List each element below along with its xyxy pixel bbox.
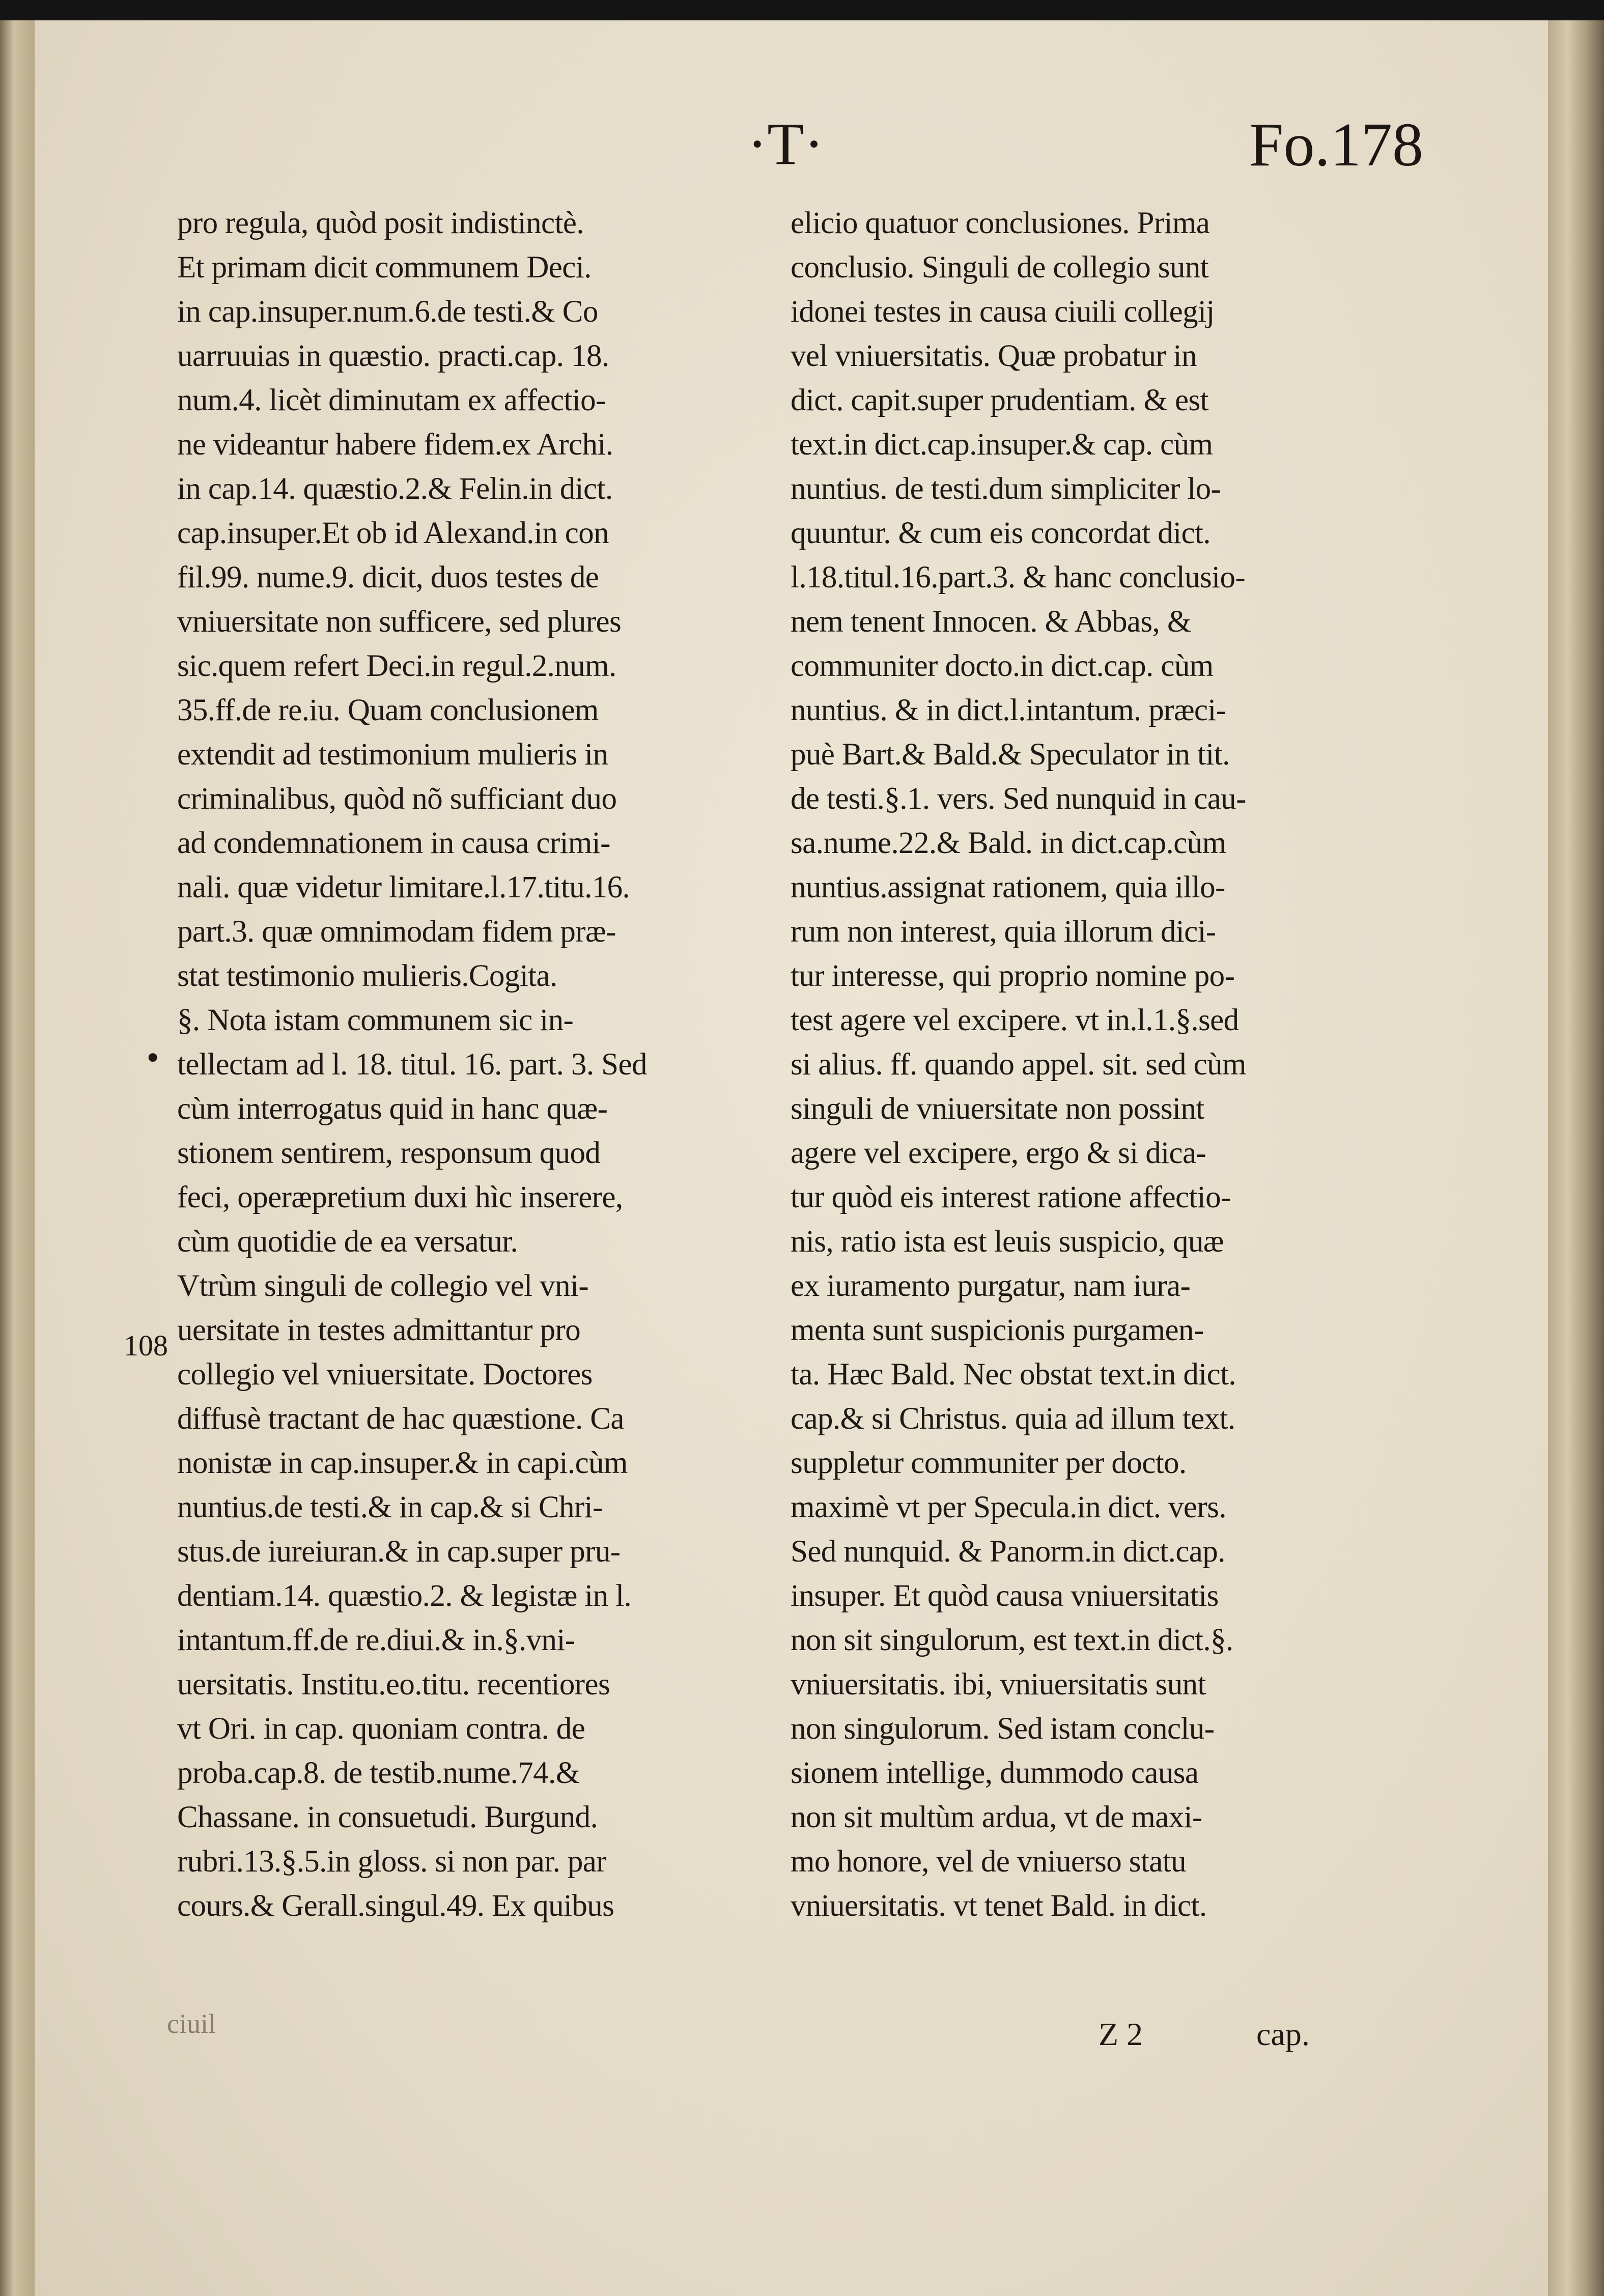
- text-line: ta. Hæc Bald. Nec obstat text.in dict.: [791, 1357, 1236, 1392]
- text-line: elicio quatuor conclusiones. Prima: [791, 206, 1210, 240]
- text-line: dict. capit.super prudentiam. & est: [791, 383, 1208, 417]
- text-line: in cap.insuper.num.6.de testi.& Co: [177, 295, 598, 329]
- book-page: [35, 20, 1548, 2296]
- text-line: test agere vel excipere. vt in.l.1.§.sed: [791, 1003, 1239, 1037]
- text-line: stat testimonio mulieris.Cogita.: [177, 959, 557, 993]
- text-line: menta sunt suspicionis purgamen-: [791, 1313, 1204, 1347]
- gathering-signature: ·T·: [747, 110, 824, 177]
- text-line: tellectam ad l. 18. titul. 16. part. 3. Sed: [177, 1047, 647, 1082]
- text-line: cap.& si Christus. quia ad illum text.: [791, 1402, 1235, 1436]
- text-line: Vtrùm singuli de collegio vel vni-: [177, 1269, 589, 1303]
- text-line: cùm interrogatus quid in hanc quæ-: [177, 1092, 608, 1126]
- text-line: Sed nunquid. & Panorm.in dict.cap.: [791, 1535, 1225, 1569]
- text-line: cours.& Gerall.singul.49. Ex quibus: [177, 1889, 614, 1923]
- text-line: vel vniuersitatis. Quæ probatur in: [791, 339, 1197, 373]
- folio-number: Fo.178: [1249, 110, 1423, 179]
- text-line: puè Bart.& Bald.& Speculator in tit.: [791, 738, 1230, 772]
- left-column: [177, 201, 750, 1928]
- text-line: rubri.13.§.5.in gloss. si non par. par: [177, 1845, 606, 1879]
- text-line: cap.insuper.Et ob id Alexand.in con: [177, 516, 609, 550]
- text-line: nem tenent Innocen. & Abbas, &: [791, 605, 1191, 639]
- text-line: singuli de vniuersitate non possint: [791, 1092, 1204, 1126]
- text-line: idonei testes in causa ciuili collegij: [791, 295, 1215, 329]
- text-line: vniuersitatis. ibi, vniuersitatis sunt: [791, 1667, 1206, 1702]
- text-line: stus.de iureiuran.& in cap.super pru-: [177, 1535, 621, 1569]
- text-line: sa.nume.22.& Bald. in dict.cap.cùm: [791, 826, 1226, 860]
- text-line: nuntius.de testi.& in cap.& si Chri-: [177, 1490, 603, 1524]
- text-line: diffusè tractant de hac quæstione. Ca: [177, 1402, 624, 1436]
- text-line: tur quòd eis interest ratione affectio-: [791, 1180, 1231, 1214]
- text-line: mo honore, vel de vniuerso statu: [791, 1845, 1187, 1879]
- text-line: nuntius.assignat rationem, quia illo-: [791, 870, 1225, 904]
- text-line: non sit multùm ardua, vt de maxi-: [791, 1800, 1202, 1834]
- text-line: sionem intellige, dummodo causa: [791, 1756, 1199, 1790]
- text-line: maximè vt per Specula.in dict. vers.: [791, 1490, 1226, 1524]
- right-column: [791, 201, 1361, 1928]
- text-line: vniuersitate non sufficere, sed plures: [177, 605, 622, 639]
- page-fore-edge: [1548, 20, 1604, 2296]
- text-line: nis, ratio ista est leuis suspicio, quæ: [791, 1225, 1224, 1259]
- text-line: num.4. licèt diminutam ex affectio-: [177, 383, 606, 417]
- text-line: tur interesse, qui proprio nomine po-: [791, 959, 1235, 993]
- signature-mark: Z 2: [1099, 2016, 1143, 2052]
- text-line: text.in dict.cap.insuper.& cap. cùm: [791, 428, 1213, 462]
- text-line: uersitate in testes admittantur pro: [177, 1313, 581, 1347]
- text-line: agere vel excipere, ergo & si dica-: [791, 1136, 1206, 1170]
- text-line: ex iuramento purgatur, nam iura-: [791, 1269, 1191, 1303]
- text-line: nonistæ in cap.insuper.& in capi.cùm: [177, 1446, 628, 1480]
- text-line: cùm quotidie de ea versatur.: [177, 1225, 518, 1259]
- text-line: intantum.ff.de re.diui.& in.§.vni-: [177, 1623, 575, 1657]
- page-header: [35, 109, 1548, 196]
- text-line: §. Nota istam communem sic in-: [177, 1003, 574, 1037]
- text-line: vniuersitatis. vt tenet Bald. in dict.: [791, 1889, 1207, 1923]
- text-line: nuntius. de testi.dum simpliciter lo-: [791, 472, 1221, 506]
- text-line: extendit ad testimonium mulieris in: [177, 738, 608, 772]
- text-line: communiter docto.in dict.cap. cùm: [791, 649, 1214, 683]
- text-line: suppletur communiter per docto.: [791, 1446, 1187, 1480]
- text-line: l.18.titul.16.part.3. & hanc conclusio-: [791, 560, 1246, 594]
- bleed-through-text: ciuil: [167, 2008, 216, 2039]
- text-line: nuntius. & in dict.l.intantum. præci-: [791, 693, 1226, 727]
- text-line: conclusio. Singuli de collegio sunt: [791, 250, 1209, 285]
- text-line: feci, operæpretium duxi hìc inserere,: [177, 1180, 623, 1214]
- text-line: non sit singulorum, est text.in dict.§.: [791, 1623, 1233, 1657]
- text-line: si alius. ff. quando appel. sit. sed cùm: [791, 1047, 1246, 1082]
- text-line: uarruuias in quæstio. practi.cap. 18.: [177, 339, 609, 373]
- text-line: rum non interest, quia illorum dici-: [791, 915, 1216, 949]
- catchword: cap.: [1256, 2016, 1310, 2052]
- text-line: stionem sentirem, responsum quod: [177, 1136, 601, 1170]
- binding-spine: [0, 20, 35, 2296]
- text-line: pro regula, quòd posit indistinctè.: [177, 206, 584, 240]
- text-line: uersitatis. Institu.eo.titu. recentiores: [177, 1667, 610, 1702]
- margin-number: 108: [124, 1329, 168, 1362]
- text-line: in cap.14. quæstio.2.& Felin.in dict.: [177, 472, 613, 506]
- text-line: fil.99. nume.9. dicit, duos testes de: [177, 560, 599, 594]
- text-line: 35.ff.de re.iu. Quam conclusionem: [177, 693, 599, 727]
- text-line: dentiam.14. quæstio.2. & legistæ in l.: [177, 1579, 632, 1613]
- text-line: proba.cap.8. de testib.nume.74.&: [177, 1756, 580, 1790]
- text-line: vt Ori. in cap. quoniam contra. de: [177, 1712, 585, 1746]
- text-line: insuper. Et quòd causa vniuersitatis: [791, 1579, 1219, 1613]
- text-line: de testi.§.1. vers. Sed nunquid in cau-: [791, 782, 1246, 816]
- text-line: sic.quem refert Deci.in regul.2.num.: [177, 649, 616, 683]
- text-line: ne videantur habere fidem.ex Archi.: [177, 428, 613, 462]
- text-line: quuntur. & cum eis concordat dict.: [791, 516, 1211, 550]
- bullet-mark: •: [144, 1041, 162, 1075]
- text-line: ad condemnationem in causa crimi-: [177, 826, 610, 860]
- text-line: Chassane. in consuetudi. Burgund.: [177, 1800, 598, 1834]
- text-line: criminalibus, quòd nõ sufficiant duo: [177, 782, 617, 816]
- text-line: non singulorum. Sed istam conclu-: [791, 1712, 1215, 1746]
- text-line: part.3. quæ omnimodam fidem præ-: [177, 915, 616, 949]
- text-line: collegio vel vniuersitate. Doctores: [177, 1357, 593, 1392]
- text-line: Et primam dicit communem Deci.: [177, 250, 592, 285]
- text-line: nali. quæ videtur limitare.l.17.titu.16.: [177, 870, 630, 904]
